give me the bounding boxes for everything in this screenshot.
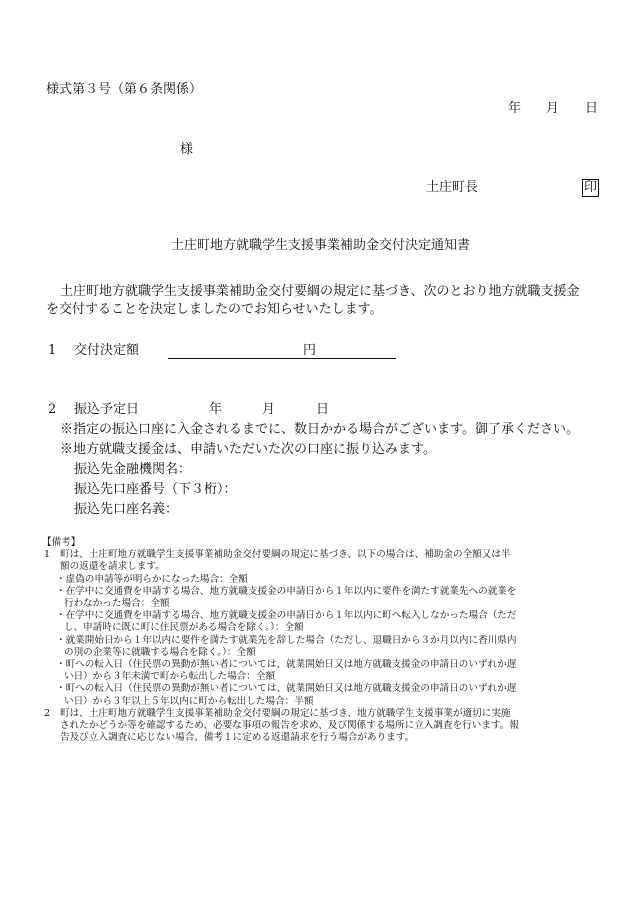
grant-amount-unit: 円 [302, 343, 316, 358]
remark-bullet-2-line-2: 行わなかった場合：全額 [64, 598, 170, 610]
transfer-date-year: 年 [209, 402, 223, 417]
item2-label: 振込予定日 [74, 402, 140, 417]
date-year-label: 年 [508, 101, 522, 116]
remark-bullet-6-line-2: い日）から３年以上５年以内に町から転出した場合：半額 [64, 695, 314, 707]
remark-bullet-4-line-1: ・就業開始日から１年以内に要件を満たす就業先を辞した場合（ただし、退職日から３か月以内に香川県内 [56, 634, 517, 646]
remark-bullet-5-line-2: い日）から３年未満で町から転出した場合：全額 [64, 671, 276, 683]
bank-name-label: 振込先金融機関名： [74, 462, 192, 477]
addressee-suffix: 様 [180, 142, 194, 157]
remark-1-line-1 [46, 549, 602, 561]
transfer-note-2: ※地方就職支援金は、申請いただいた次の口座に振り込みます。 [60, 442, 436, 457]
remark-2-line-1 [46, 708, 602, 720]
remark-bullet-2-line-1: ・在学中に交通費を申請する場合、地方就職支援金の申請日から１年以内に要件を満たす就業先への就業を [56, 585, 517, 597]
remark-bullet-4-line-2: の別の企業等に就職する場合を除く。）：全額 [64, 646, 256, 658]
remark-bullet-3-line-1: ・在学中に交通費を申請する場合、地方就職支援金の申請日から１年以内に町へ転入しなかった場合（ただ [56, 610, 517, 622]
remark-2-text: 町は、土庄町地方就職学生支援事業補助金交付要綱の規定に基づき、地方就職学生支援事業が適切に実施 [60, 707, 511, 719]
remark-bullet-3-line-2: し、申請時に既に町に住民票がある場合を除く。）：全額 [64, 622, 304, 634]
date-day-label: 日 [585, 101, 599, 116]
seal-stamp: 印 [584, 180, 598, 195]
remark-2-line-3: 告及び立入調査に応じない場合、備考１に定める返還請求を行う場合があります。 [60, 732, 415, 744]
account-number-label: 振込先口座番号（下３桁）： [74, 482, 237, 497]
remark-2-line-2: されたかどうか等を確認するため、必要な事項の報告を求め、及び関係する場所に立入調査を行います。報 [60, 720, 519, 732]
transfer-date-day: 日 [316, 402, 330, 417]
item1-number: 1 [48, 343, 57, 358]
item1-label: 交付決定額 [74, 343, 140, 358]
remark-2-number: 2 [44, 707, 51, 719]
remark-1-number: 1 [44, 549, 51, 561]
transfer-date-month: 月 [262, 402, 276, 417]
document-title: 土庄町地方就職学生支援事業補助金交付決定通知書 [171, 238, 471, 253]
intro-line-2: を交付することを決定しましたのでお知らせいたします。 [46, 302, 383, 317]
date-month-label: 月 [546, 101, 560, 116]
remark-bullet-5-line-1: ・町への転入日（住民票の異動が無い者については、就業開始日又は地方就職支援金の申請日のいずれか遅 [56, 659, 517, 671]
remark-bullet-1: ・虚偽の申請等が明らかになった場合：全額 [56, 573, 248, 585]
account-name-label: 振込先口座名義： [74, 502, 179, 517]
remark-1-text: 町は、土庄町地方就職学生支援事業補助金交付要綱の規定に基づき、以下の場合は、補助金の全額又は半 [60, 549, 511, 561]
remark-1-line-2: 額の返還を請求します。 [60, 561, 165, 573]
remarks-section [42, 537, 602, 744]
intro-line-1: 土庄町地方就職学生支援事業補助金交付要綱の規定に基づき、次のとおり地方就職支援金 [60, 284, 580, 299]
transfer-note-1: ※指定の振込口座に入金されるまでに、数日かかる場合がございます。御了承ください。 [60, 422, 579, 437]
issuer-name: 土庄町長 [426, 180, 479, 195]
remarks-heading: 【備考】 [42, 537, 81, 548]
item2-number: 2 [48, 402, 57, 417]
form-number: 様式第３号（第６条関係） [46, 82, 203, 97]
remark-bullet-6-line-1: ・町への転入日（住民票の異動が無い者については、就業開始日又は地方就職支援金の申請日のいずれか遅 [56, 683, 517, 695]
